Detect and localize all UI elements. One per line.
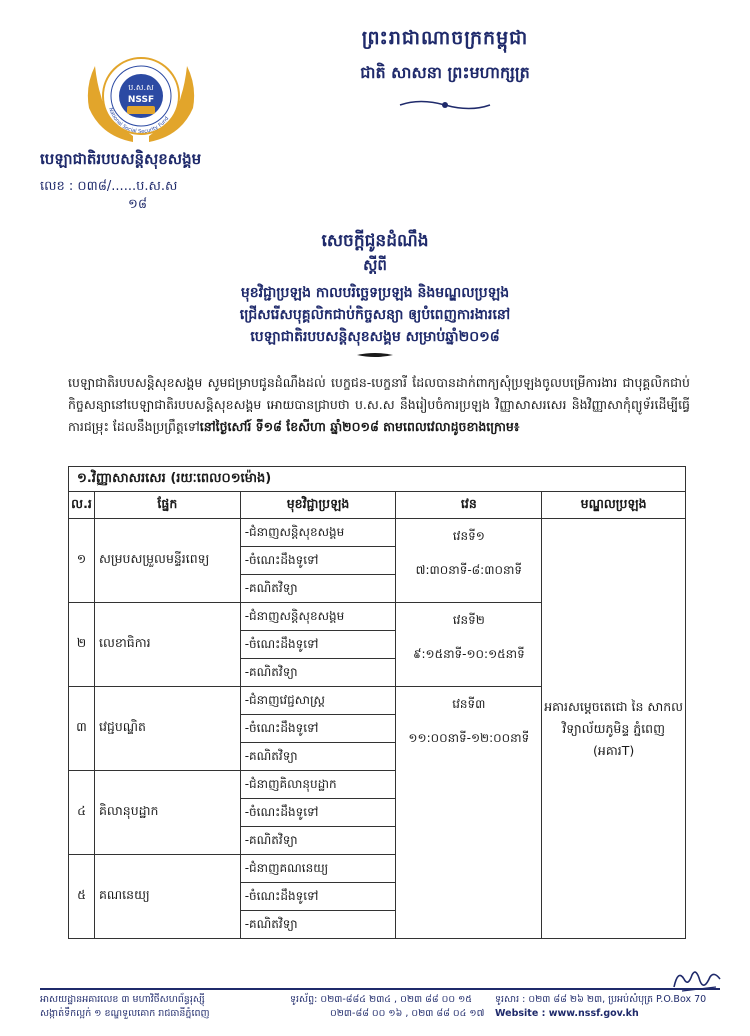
column-header: ល.រ xyxy=(69,492,95,519)
address-line-2: សង្កាត់ទឹកល្អក់ ១ ខណ្ឌទួលគោក រាជធានីភ្នំពេញ xyxy=(40,1008,210,1019)
website-link[interactable]: Website : www.nssf.gov.kh xyxy=(495,1008,639,1019)
table-row xyxy=(69,519,686,547)
signature-icon xyxy=(668,965,728,995)
footer-address xyxy=(40,993,270,1021)
subject: -ជំនាញសន្តិសុខសង្គម xyxy=(240,519,396,547)
subject: -ជំនាញសន្តិសុខសង្គម xyxy=(240,603,396,631)
notice-title: សេចក្តីជូនដំណឹង xyxy=(321,231,429,251)
subject: -គណិតវិទ្យា xyxy=(240,575,396,603)
subject: -គណិតវិទ្យា xyxy=(240,743,396,771)
shift-cell xyxy=(396,687,542,939)
row-number: ៤ xyxy=(69,771,95,855)
ornament-divider-icon xyxy=(395,98,495,112)
exam-venue: អគារសម្តេចតេជោ នៃ សាកលវិទ្យាល័យភូមិន្ទ ភ្នំពេញ (អគារT) xyxy=(542,519,686,939)
org-name: បេឡាជាតិរបបសន្តិសុខសង្គម xyxy=(40,150,202,168)
phone-line-2: ០២៣-៨៨ ០០ ១៦ , ០២៣ ៨៨ ០៤ ១៧ xyxy=(330,1008,485,1019)
notice-body-text: បេឡាជាតិរបបសន្តិសុខសង្គម សូមជម្រាបជូនដំណឹងដល់ បេក្ខជន-បេក្ខនារី ដែលបានដាក់ពាក្យសុំប្រឡងចូលបម្រើការងារ ជាបុគ្គលិកជាប់កិច្ចសន្យានៅបេឡាជាតិរបបសន្តិសុខសង្គម អោយបានជ្រាបថា ប.ស.ស នឹងរៀបចំការប្រឡង វិញ្ញាសាសរសេរ និងវិញ្ញាសាកុំព្យូទ័រដើម្បីធ្វើការជម្រុះ ដែលនឹងប្រព្រឹត្តទៅ xyxy=(68,375,690,434)
subject: -ចំណេះដឹងទូទៅ xyxy=(240,547,396,575)
title-separator-icon xyxy=(355,351,395,359)
reference-year: ១៨ xyxy=(128,197,148,212)
subject: -គណិតវិទ្យា xyxy=(240,827,396,855)
column-header: មណ្ឌលប្រឡង xyxy=(542,492,686,519)
shift-time: ៩:១៥នាទី-១០:១៥នាទី xyxy=(412,647,525,661)
row-number: ២ xyxy=(69,603,95,687)
shift-label: វេនទី២ xyxy=(452,613,485,627)
table-header-row xyxy=(69,492,686,519)
shift-time: ១១:០០នាទី-១២:០០នាទី xyxy=(408,731,530,745)
shift-label: វេនទី១ xyxy=(452,529,485,543)
row-number: ៣ xyxy=(69,687,95,771)
logo-ring-text: National Social Security Fund xyxy=(107,106,171,136)
shift-time: ៧:៣០នាទី-៨:៣០នាទី xyxy=(415,563,522,577)
subject: -ចំណេះដឹងទូទៅ xyxy=(240,799,396,827)
row-number: ១ xyxy=(69,519,95,603)
column-header: មុខវិជ្ជាប្រឡង xyxy=(240,492,396,519)
notice-topic-line-1: មុខវិជ្ជាប្រឡង កាលបរិច្ឆេទប្រឡង និងមណ្ឌលប្រឡង xyxy=(240,285,510,301)
department: វេជ្ជបណ្ឌិត xyxy=(94,687,240,771)
subject: -គណិតវិទ្យា xyxy=(240,911,396,939)
shift-cell xyxy=(396,519,542,603)
footer-phones xyxy=(290,993,490,1021)
notice-topic-line-2: ជ្រើសរើសបុគ្គលិកជាប់កិច្ចសន្យា ឲ្យបំពេញការងារនៅ xyxy=(239,307,511,323)
department: គណនេយ្យ xyxy=(94,855,240,939)
column-header: ផ្នែក xyxy=(94,492,240,519)
shift-label: វេនទី៣ xyxy=(452,697,486,711)
subject: -ជំនាញគណនេយ្យ xyxy=(240,855,396,883)
exam-schedule-table xyxy=(68,466,686,939)
notice-body-emphasis: នៅថ្ងៃសៅរ៍ ទី១៨ ខែសីហា ឆ្នាំ២០១៨ តាមពេលវេលាដូចខាងក្រោម៖ xyxy=(199,419,520,434)
reference-number: លេខ : ០៣៨/......ប.ស.ស xyxy=(40,179,178,194)
phone-line-1: ទូរស័ព្ទ: ០២៣-៨៨៤ ២៣៤ , ០២៣ ៨៨ ០០ ១៥ xyxy=(290,994,473,1005)
column-header: វេន xyxy=(396,492,542,519)
logo-abbr-en: NSSF xyxy=(127,95,155,105)
subject: -ចំណេះដឹងទូទៅ xyxy=(240,715,396,743)
notice-body xyxy=(68,372,690,438)
kingdom-title: ព្រះរាជាណាចក្រកម្ពុជា xyxy=(361,27,529,49)
row-number: ៥ xyxy=(69,855,95,939)
national-motto: ជាតិ សាសនា ព្រះមហាក្សត្រ xyxy=(360,63,530,82)
department: គិលានុបដ្ឋាក xyxy=(94,771,240,855)
fax-line: ទូរសារ : ០២៣ ៨៨ ២៦ ២៣, ប្រអប់សំបុត្រ P.O.Box 70 xyxy=(495,994,707,1005)
shift-cell xyxy=(396,603,542,687)
subject: -គណិតវិទ្យា xyxy=(240,659,396,687)
notice-topic-line-3: បេឡាជាតិរបបសន្តិសុខសង្គម សម្រាប់ឆ្នាំ២០១៨ xyxy=(250,329,500,345)
notice-subtitle: ស្តីពី xyxy=(363,256,387,274)
subject: -ចំណេះដឹងទូទៅ xyxy=(240,883,396,911)
address-line-1: អាសយដ្ឋានអគារលេខ ៣ មហាវិថីសហព័ន្ធរុស្ស៊ី xyxy=(40,994,205,1005)
department: សម្របសម្រួលមន្ទីរពេទ្យ xyxy=(94,519,240,603)
department: លេខាធិការ xyxy=(94,603,240,687)
subject: -ជំនាញវេជ្ជសាស្ត្រ xyxy=(240,687,396,715)
section-title: ១.វិញ្ញាសាសរសេរ (រយៈពេល០១ម៉ោង) xyxy=(69,467,686,492)
footer-contact xyxy=(495,993,745,1021)
nssf-logo-icon xyxy=(82,44,200,148)
subject: -ចំណេះដឹងទូទៅ xyxy=(240,631,396,659)
logo-abbr-km: ប.ស.ស xyxy=(128,83,154,92)
subject: -ជំនាញគិលានុបដ្ឋាក xyxy=(240,771,396,799)
footer-divider xyxy=(40,988,720,990)
